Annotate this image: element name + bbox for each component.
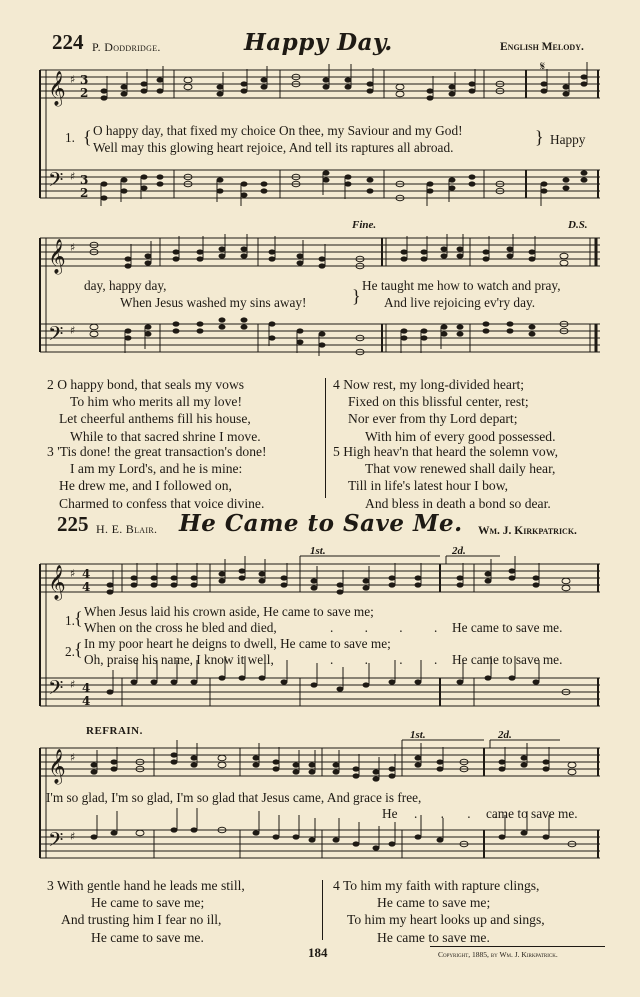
verse-number: 1. <box>65 613 75 628</box>
stanza-line: Till in life's latest hour I bow, <box>348 478 509 494</box>
svg-text:4: 4 <box>82 567 91 581</box>
lyric-line: O happy day, that fixed my choice On thee, my Saviour and my God! <box>93 123 463 138</box>
stanza-line: To him my heart looks up and sings, <box>347 912 545 928</box>
second-ending-label: 2d. <box>498 729 512 741</box>
lyric-line: Oh, praise his name, I know it well, <box>84 652 274 667</box>
stanza-line: While to that sacred shrine I move. <box>70 428 261 444</box>
svg-text:♯: ♯ <box>70 324 76 337</box>
stanza-line: He came to save me; <box>91 895 205 911</box>
fine-marking: Fine. <box>352 219 377 231</box>
lyric-word: He <box>382 806 398 821</box>
lyric-dots: . . . . <box>330 620 452 635</box>
svg-text:𝄞: 𝄞 <box>48 749 66 784</box>
svg-text:𝄞: 𝄞 <box>48 239 66 274</box>
lyric-word: Happy <box>550 132 586 147</box>
stanza-5 <box>333 443 558 512</box>
svg-text:♯: ♯ <box>70 73 76 86</box>
stanza-line: I am my Lord's, and he is mine: <box>70 461 243 477</box>
brace-close: } <box>352 286 361 306</box>
stanza-2 <box>47 376 261 445</box>
svg-text:♯: ♯ <box>70 830 76 843</box>
svg-text:3: 3 <box>80 73 89 87</box>
lyric-line: When Jesus laid his crown aside, He came to save me; <box>84 604 374 619</box>
stanza-line: He came to save me. <box>377 929 490 945</box>
lyric-line: He taught me how to watch and pray, <box>362 278 561 293</box>
stanza-3 <box>47 443 267 512</box>
stanza-line: And bless in death a bond so dear. <box>365 495 551 511</box>
stanza-line: He drew me, and I followed on, <box>59 478 232 494</box>
svg-text:4: 4 <box>82 580 91 594</box>
stanza-line: He came to save me; <box>377 895 491 911</box>
stanza-line: 3 'Tis done! the great transaction's done! <box>47 444 267 459</box>
stanza-line: Charmed to confess that voice divine. <box>59 495 265 511</box>
music-system <box>0 230 640 370</box>
lyric-dots: . . . . <box>414 806 508 821</box>
bass-staff <box>40 170 600 198</box>
stanza-line: And trusting him I fear no ill, <box>61 912 222 928</box>
tune-name: Wm. J. Kirkpatrick. <box>478 525 577 537</box>
svg-text:4: 4 <box>82 694 91 708</box>
svg-text:𝄋: 𝄋 <box>540 59 546 73</box>
tune-name: English Melody. <box>500 41 584 53</box>
stanza-3 <box>47 877 245 946</box>
stanza-line: Nor ever from thy Lord depart; <box>348 411 518 427</box>
hymn-number: 225 <box>57 512 89 536</box>
verse-number: 1. <box>65 130 75 145</box>
stanza-line: 4 To him my faith with rapture clings, <box>333 878 540 893</box>
lyric-line: In my poor heart he deigns to dwell, He came to save me; <box>84 636 391 651</box>
svg-text:♯: ♯ <box>70 751 76 764</box>
second-ending-label: 2d. <box>452 545 466 557</box>
refrain-label: REFRAIN. <box>86 725 143 737</box>
lyric-line: I'm so glad, I'm so glad, I'm so glad that Jesus came, And grace is free, <box>46 790 422 805</box>
svg-text:𝄞: 𝄞 <box>48 565 66 600</box>
ds-marking: D.S. <box>568 219 588 231</box>
brace-open: { <box>74 608 83 628</box>
brace-close: } <box>535 127 544 147</box>
verse-number: 2. <box>65 644 75 659</box>
lyric-line: When on the cross he bled and died, <box>84 620 277 635</box>
svg-text:𝄞: 𝄞 <box>48 71 66 106</box>
hymn-title: He Came to Save Me. <box>179 510 463 537</box>
svg-text:𝄢: 𝄢 <box>48 322 64 350</box>
lyric-line: Well may this glowing heart rejoice, And tell its raptures all abroad. <box>93 140 454 155</box>
first-ending-label: 1st. <box>410 729 426 741</box>
svg-text:𝄢: 𝄢 <box>48 168 64 196</box>
svg-text:𝄢: 𝄢 <box>48 828 64 856</box>
svg-text:3: 3 <box>80 173 89 187</box>
column-divider <box>322 880 323 940</box>
brace-open: { <box>74 639 83 659</box>
stanza-line: Fixed on this blissful center, rest; <box>348 394 529 410</box>
stanza-line: That vow renewed shall daily hear, <box>365 461 556 477</box>
stanza-line: He came to save me. <box>91 929 204 945</box>
lyric-line: When Jesus washed my sins away! <box>120 295 307 310</box>
lyric-line: came to save me. <box>486 806 578 821</box>
lyric-dots: . . . . <box>330 652 452 667</box>
svg-text:4: 4 <box>82 681 91 695</box>
copyright-notice: Copyright, 1885, by Wm. J. Kirkpatrick. <box>438 950 558 959</box>
svg-text:♯: ♯ <box>70 567 76 580</box>
lyric-line: He came to save me. <box>452 620 563 635</box>
svg-text:♯: ♯ <box>70 241 76 254</box>
stanza-line: 3 With gentle hand he leads me still, <box>47 878 245 893</box>
hymn-author: H. E. Blair. <box>96 522 158 536</box>
svg-text:2: 2 <box>80 86 89 100</box>
column-divider <box>325 378 326 498</box>
hymn-title: Happy Day. <box>244 29 393 56</box>
stanza-line: 2 O happy bond, that seals my vows <box>47 377 245 392</box>
hymn-number: 224 <box>52 30 84 54</box>
stanza-line: With him of every good possessed. <box>365 428 556 444</box>
stanza-line: 4 Now rest, my long-divided heart; <box>333 377 525 392</box>
svg-text:♯: ♯ <box>70 170 76 183</box>
first-ending-label: 1st. <box>310 545 326 557</box>
lyric-line: And live rejoicing ev'ry day. <box>384 295 536 310</box>
svg-text:𝄢: 𝄢 <box>48 676 64 704</box>
footer-rule <box>430 946 605 947</box>
stanza-line: 5 High heav'n that heard the solemn vow, <box>333 444 559 459</box>
svg-text:♯: ♯ <box>70 678 76 691</box>
stanza-4 <box>333 877 545 946</box>
brace-open: { <box>83 127 92 147</box>
hymn-author: P. Doddridge. <box>92 40 161 54</box>
lyric-line: He came to save me. <box>452 652 563 667</box>
lyric-line: day, happy day, <box>84 278 167 293</box>
stanza-line: Let cheerful anthems fill his house, <box>59 411 251 427</box>
svg-text:2: 2 <box>80 186 89 200</box>
stanza-line: To him who merits all my love! <box>70 394 242 410</box>
page-number: 184 <box>308 945 328 960</box>
stanza-4 <box>333 376 556 445</box>
